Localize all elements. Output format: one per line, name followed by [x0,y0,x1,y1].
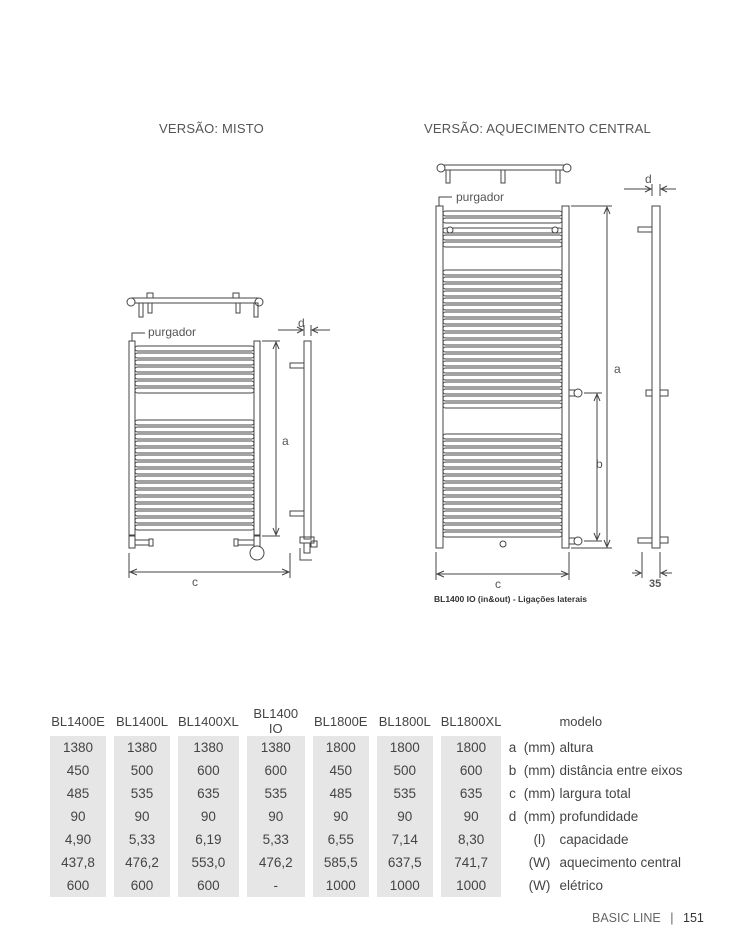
table-cell: 7,14 [377,828,433,851]
table-cell: 600 [441,759,502,782]
table-cell: 1380 [178,736,239,759]
table-cell: 437,8 [50,851,106,874]
table-cell: 637,5 [377,851,433,874]
table-row [50,782,683,805]
row-description: profundidade [559,809,639,824]
specifications-table [50,706,683,897]
table-cell: 476,2 [114,851,170,874]
table-row [50,805,683,828]
table-cell: 600 [178,874,239,897]
table-cell: 535 [377,782,433,805]
table-cell: 741,7 [441,851,502,874]
table-cell: 5,33 [114,828,170,851]
label-dimension-d-right: d [645,172,652,186]
title-versao-misto: VERSÃO: MISTO [159,121,264,136]
table-cell: 1000 [313,874,369,897]
page-footer [592,911,704,925]
table-cell: 535 [114,782,170,805]
unit: (l) [533,832,546,847]
unit: (mm) [523,763,556,778]
table-cell: 600 [114,874,170,897]
table-cell: 90 [441,805,502,828]
row-description: largura total [559,786,631,801]
table-cell: 635 [441,782,502,805]
dimension-letter [501,874,523,897]
label-dimension-a-left: a [282,434,289,448]
label-dimension-a-right: a [614,362,621,376]
unit: (mm) [523,786,556,801]
right-side-view [624,184,676,578]
table-row [50,828,683,851]
table-cell: 1800 [377,736,433,759]
table-cell: 4,90 [50,828,106,851]
table-cell: 600 [178,759,239,782]
table-row [50,759,683,782]
model-header: BL1800XL [440,713,502,729]
table-cell: 500 [114,759,170,782]
model-header: BL1400 IO [253,706,299,736]
table-cell: 450 [313,759,369,782]
table-cell: 485 [313,782,369,805]
model-header: BL1400L [115,713,169,729]
table-cell: 90 [247,805,305,828]
label-purgador-right: purgador [456,190,505,204]
table-cell: 450 [50,759,106,782]
dimension-letter: a [508,740,517,755]
table-cell: 1380 [247,736,305,759]
right-top-view [437,164,571,183]
row-description: altura [559,740,594,755]
dimension-letter: b [508,763,517,778]
unit: (W) [528,855,551,870]
table-cell: 485 [50,782,106,805]
table-cell: 585,5 [313,851,369,874]
table-cell: 5,33 [247,828,305,851]
dimension-letter [501,828,523,851]
label-dimension-35: 35 [649,578,662,590]
table-cell: 1000 [377,874,433,897]
row-description: elétrico [559,878,603,893]
unit: (mm) [523,740,556,755]
table-cell: 1000 [441,874,502,897]
table-cell: 553,0 [178,851,239,874]
table-cell: 90 [377,805,433,828]
table-cell: 1800 [313,736,369,759]
row-description: distância entre eixos [559,763,683,778]
model-header: BL1400XL [178,713,239,729]
table-cell: 90 [114,805,170,828]
model-header: BL1800E [313,713,368,729]
table-cell: 635 [178,782,239,805]
model-header: BL1800L [378,713,431,729]
table-header-row [50,706,683,736]
label-dimension-c-left: c [192,575,198,589]
table-cell: 1380 [114,736,170,759]
unit: (mm) [523,809,556,824]
label-purgador-left: purgador [148,325,197,339]
dimension-letter: c [509,786,516,801]
note-bl1400-io: BL1400 IO (in&out) - Ligações laterais [434,594,588,604]
dimension-letter: d [508,809,517,824]
table-cell: 500 [377,759,433,782]
table-cell: 6,55 [313,828,369,851]
row-description: aquecimento central [559,855,682,870]
table-row [50,851,683,874]
label-dimension-b-right: b [596,457,603,471]
table-cell: 90 [313,805,369,828]
table-cell: 476,2 [247,851,305,874]
table-cell: 90 [178,805,239,828]
label-dimension-c-right: c [495,577,501,591]
table-row [50,736,683,759]
model-header: BL1400E [51,713,105,729]
title-versao-aquecimento-central: VERSÃO: AQUECIMENTO CENTRAL [424,121,651,136]
table-cell: 600 [247,759,305,782]
table-cell: 90 [50,805,106,828]
page-number: 151 [683,911,704,925]
table-cell: 6,19 [178,828,239,851]
footer-section: BASIC LINE [592,911,661,925]
model-label: modelo [559,713,603,729]
footer-separator: | [670,911,674,925]
table-cell: 535 [247,782,305,805]
left-front-view [129,333,290,578]
table-cell: 1380 [50,736,106,759]
table-cell: 8,30 [441,828,502,851]
dimension-letter [501,851,523,874]
row-description: capacidade [559,832,629,847]
table-cell: 1800 [441,736,502,759]
unit: (W) [528,878,551,893]
table-cell: 600 [50,874,106,897]
table-row [50,874,683,897]
label-dimension-d-left: d [298,316,305,330]
table-cell: - [247,874,305,897]
right-front-view [436,197,612,580]
left-top-view [127,293,263,317]
